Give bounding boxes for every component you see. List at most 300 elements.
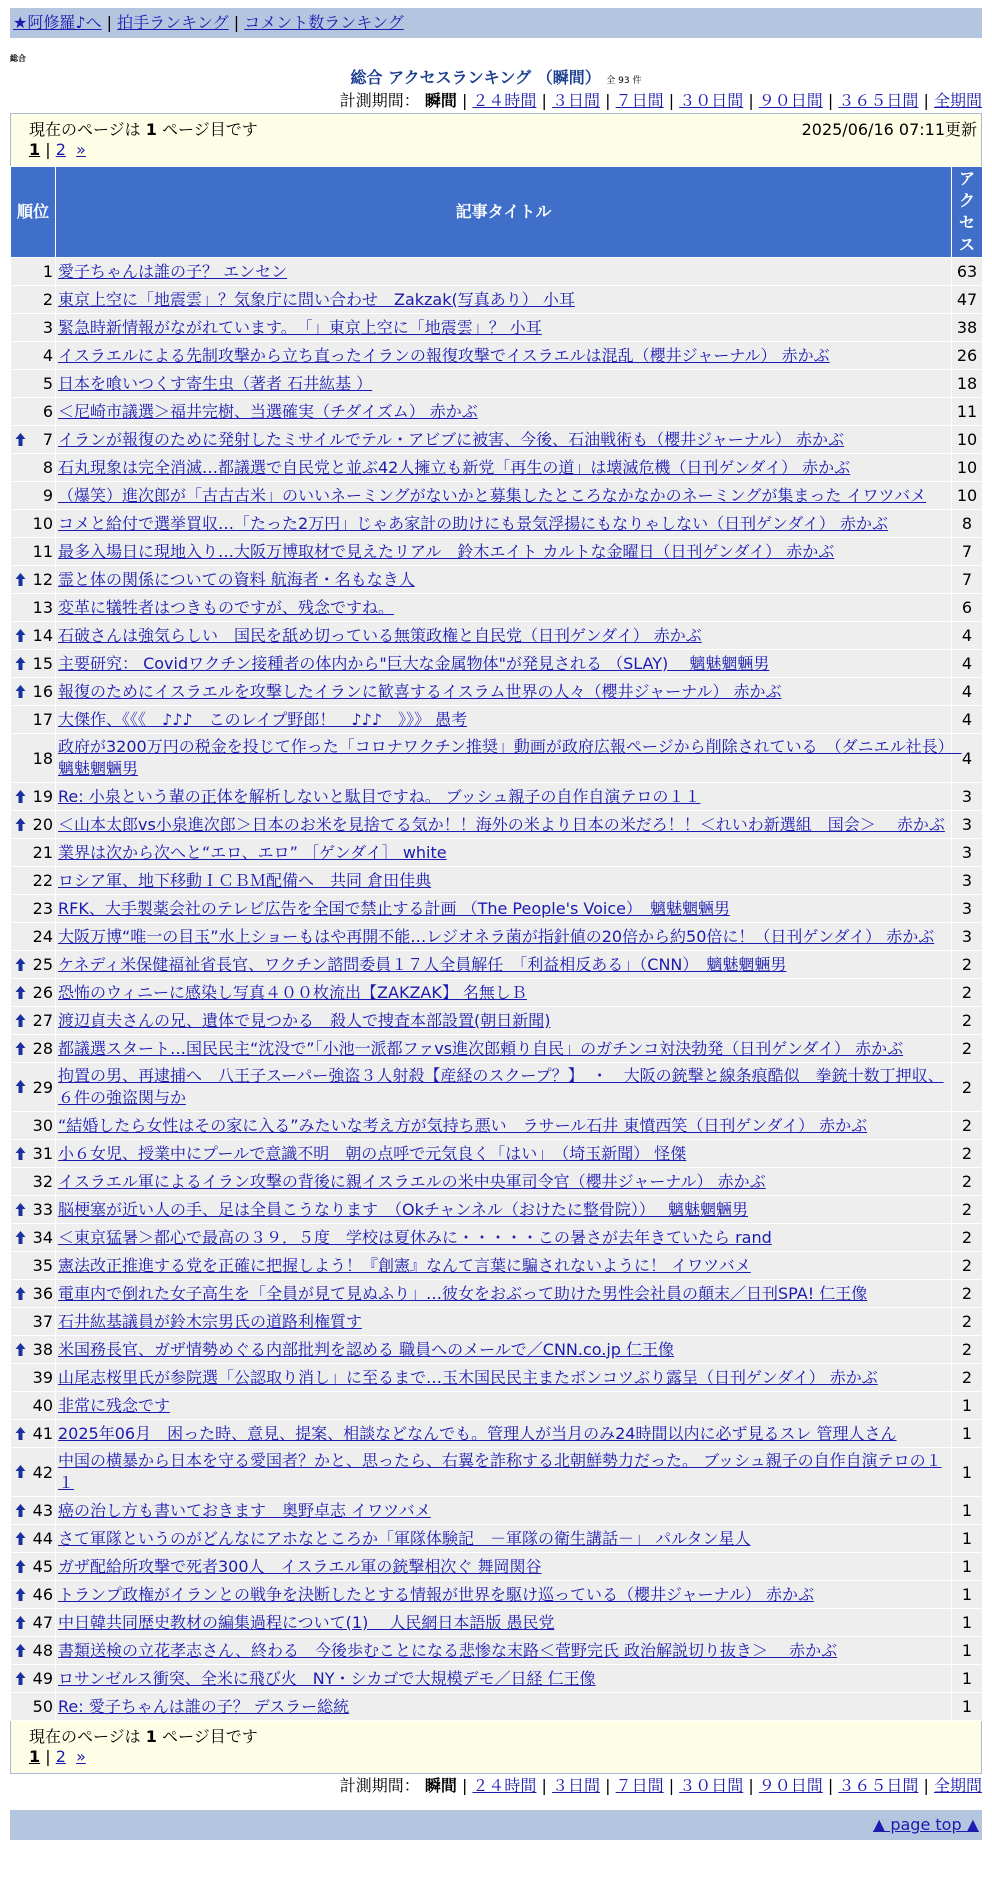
period-link-3[interactable]: ３０日間	[679, 91, 744, 110]
rank-up-arrow-icon	[15, 817, 26, 832]
article-link[interactable]: ＜東京猛暑＞都心で最高の３９．５度 学校は夏休みに・・・・・この暑さが去年きていたら rand	[58, 1227, 772, 1247]
article-link[interactable]: 大阪万博“唯一の目玉”水上ショーもはや再開不能…レジオネラ菌が指針値の20倍から約50倍に！（日刊ゲンダイ） 赤かぶ	[58, 926, 935, 946]
access-count: 38	[952, 314, 983, 342]
access-count: 1	[952, 1665, 983, 1693]
article-link[interactable]: 業界は次から次へと“エロ、エロ” ［ゲンダイ］ white	[58, 842, 447, 862]
access-count: 4	[952, 706, 983, 734]
rank-number: 13	[32, 598, 53, 617]
article-link[interactable]: 渡辺貞夫さんの兄、遺体で見つかる 殺人で捜査本部設置(朝日新聞)	[58, 1010, 551, 1030]
rank-number: 7	[42, 430, 53, 449]
rank-number: 42	[32, 1462, 53, 1482]
page-title	[10, 67, 982, 89]
article-link[interactable]: 主要研究： Covidワクチン接種者の体内から"巨大な金属物体"が発見される （SLAY) 魑魅魍魎男	[58, 653, 770, 673]
title-cell	[56, 1196, 952, 1224]
pager-separator: |	[45, 1747, 51, 1766]
access-count: 1	[952, 1525, 983, 1553]
article-link[interactable]: 石破さんは強気らしい 国民を舐め切っている無策政権と自民党（日刊ゲンダイ） 赤かぶ	[58, 625, 702, 645]
table-row	[11, 1224, 983, 1252]
period-separator: |	[668, 91, 675, 110]
rank-cell	[11, 370, 56, 398]
rank-number: 21	[32, 843, 53, 862]
ranking-title: 総合 アクセスランキング （瞬間）	[350, 68, 601, 87]
table-row	[11, 1308, 983, 1336]
table-row	[11, 951, 983, 979]
access-count: 2	[952, 979, 983, 1007]
table-row	[11, 1693, 983, 1721]
rank-number: 37	[32, 1312, 53, 1331]
rank-number: 12	[32, 570, 53, 589]
rank-up-arrow-icon	[15, 985, 26, 1000]
period-current: 瞬間	[424, 1776, 457, 1795]
title-cell	[56, 1224, 952, 1252]
header-title: 記事タイトル	[56, 167, 952, 258]
current-page-prefix: 現在のページは	[29, 120, 141, 139]
article-link[interactable]: イスラエル軍によるイラン攻撃の背後に親イスラエルの米中央軍司令官（櫻井ジャーナル） 赤かぶ	[58, 1171, 766, 1191]
table-row	[11, 566, 983, 594]
article-link[interactable]: 最多入場日に現地入り…大阪万博取材で見えたリアル 鈴木エイト カルトな金曜日（日刊ゲンダイ） 赤かぶ	[58, 541, 835, 561]
rank-cell	[11, 566, 56, 594]
article-link[interactable]: ロサンゼルス衝突、全米に飛び火 NY・シカゴで大規模デモ／日経 仁王像	[58, 1668, 596, 1688]
period-link-5[interactable]: ３６５日間	[838, 91, 919, 110]
pager-page-1[interactable]: 1	[29, 140, 41, 159]
access-count: 2	[952, 1252, 983, 1280]
period-link-2[interactable]: ７日間	[615, 91, 664, 110]
rank-cell	[11, 1252, 56, 1280]
access-count: 2	[952, 1280, 983, 1308]
rank-up-arrow-icon	[15, 1671, 26, 1686]
rank-up-arrow-icon	[15, 957, 26, 972]
table-row	[11, 895, 983, 923]
access-count: 3	[952, 867, 983, 895]
rank-cell	[11, 622, 56, 650]
access-count: 4	[952, 734, 983, 783]
rank-cell	[11, 1392, 56, 1420]
period-separator: |	[668, 1776, 675, 1795]
rank-cell	[11, 867, 56, 895]
rank-up-arrow-icon	[15, 572, 26, 587]
rank-cell	[11, 1168, 56, 1196]
period-separator: |	[605, 91, 611, 110]
rank-cell	[11, 342, 56, 370]
access-count: 1	[952, 1581, 983, 1609]
period-separator: |	[461, 91, 468, 110]
access-count: 1	[952, 1609, 983, 1637]
access-count: 2	[952, 1035, 983, 1063]
rank-cell	[11, 510, 56, 538]
rank-number: 31	[32, 1144, 53, 1163]
rank-number: 4	[42, 346, 53, 365]
title-cell	[56, 1007, 952, 1035]
access-count: 2	[952, 1063, 983, 1112]
article-link[interactable]: 緊急時新情報がながれています。 「」東京上空に「地震雲」？ 小耳	[58, 317, 542, 337]
rank-number: 41	[32, 1424, 53, 1443]
rank-number: 19	[32, 787, 53, 806]
rank-number: 1	[42, 262, 53, 281]
period-separator: |	[827, 1776, 834, 1795]
current-page-suffix: ページ目です	[162, 1727, 258, 1746]
table-row	[11, 482, 983, 510]
table-row	[11, 867, 983, 895]
title-cell	[56, 1525, 952, 1553]
article-link[interactable]: Re: 小泉という輩の正体を解析しないと駄目ですね。 ブッシュ親子の自作自演テロの１１	[58, 786, 701, 806]
period-separator: |	[605, 1776, 611, 1795]
rank-cell	[11, 1637, 56, 1665]
title-cell	[56, 1252, 952, 1280]
pager-page-1[interactable]: 1	[29, 1747, 41, 1766]
current-page-number: 1	[145, 1727, 157, 1746]
article-link[interactable]: 書類送検の立花孝志さん、終わる 今後歩むことになる悲惨な末路＜菅野完氏 政治解説切り抜き＞ 赤かぶ	[58, 1640, 838, 1660]
rank-cell	[11, 1112, 56, 1140]
access-count: 2	[952, 1224, 983, 1252]
rank-up-arrow-icon	[15, 432, 26, 447]
ranking-rows	[11, 258, 983, 1721]
rank-cell	[11, 783, 56, 811]
pager-page-2[interactable]: 2	[55, 1747, 66, 1766]
period-link-6[interactable]: 全期間	[933, 91, 982, 110]
table-row	[11, 398, 983, 426]
rank-number: 3	[42, 318, 53, 337]
title-cell	[56, 342, 952, 370]
rank-cell	[11, 706, 56, 734]
access-count: 6	[952, 594, 983, 622]
table-row	[11, 286, 983, 314]
article-link[interactable]: イスラエルによる先制攻撃から立ち直ったイランの報復攻撃でイスラエルは混乱（櫻井ジャーナル） 赤かぶ	[58, 345, 830, 365]
period-label: 計測期間：	[339, 91, 420, 110]
article-link[interactable]: 癌の治し方も書いておきます 奥野卓志 イワツバメ	[58, 1500, 431, 1520]
access-count: 2	[952, 1007, 983, 1035]
period-separator: |	[827, 91, 834, 110]
period-link-1[interactable]: ３日間	[552, 91, 601, 110]
category-label: 総合	[10, 54, 26, 63]
rank-up-arrow-icon	[15, 1587, 26, 1602]
rank-number: 39	[32, 1368, 53, 1387]
rank-cell	[11, 979, 56, 1007]
table-row	[11, 1168, 983, 1196]
access-count: 1	[952, 1420, 983, 1448]
title-cell	[56, 1420, 952, 1448]
access-count: 3	[952, 895, 983, 923]
rank-number: 26	[32, 983, 53, 1002]
article-link[interactable]: 米国務長官、ガザ情勢めぐる内部批判を認める 職員へのメールで／CNN.co.jp 仁王像	[58, 1339, 675, 1359]
access-count: 1	[952, 1497, 983, 1525]
title-cell	[56, 1140, 952, 1168]
header-rank: 順位	[11, 167, 56, 258]
table-row	[11, 622, 983, 650]
title-cell	[56, 1665, 952, 1693]
rank-cell	[11, 1420, 56, 1448]
access-count: 1	[952, 1637, 983, 1665]
title-cell	[56, 426, 952, 454]
title-cell	[56, 1168, 952, 1196]
rank-number: 25	[32, 955, 53, 974]
current-page-text	[29, 1724, 258, 1747]
title-cell	[56, 923, 952, 951]
title-cell	[56, 482, 952, 510]
table-row	[11, 370, 983, 398]
title-cell	[56, 1448, 952, 1497]
period-link-0[interactable]: ２４時間	[472, 91, 537, 110]
access-count: 63	[952, 258, 983, 286]
rank-up-arrow-icon	[15, 1643, 26, 1658]
period-link-5[interactable]: ３６５日間	[838, 1776, 919, 1795]
title-cell	[56, 1392, 952, 1420]
rank-cell	[11, 314, 56, 342]
article-link[interactable]: 東京上空に「地震雲」？気象庁に問い合わせ Zakzak(写真あり） 小耳	[58, 289, 575, 309]
article-link[interactable]: 電車内で倒れた女子高生を「全員が見て見ぬふり」…彼女をおぶって助けた男性会社員の顛末／日刊SPA! 仁王像	[58, 1283, 868, 1303]
table-row	[11, 510, 983, 538]
article-link[interactable]: ケネディ米保健福祉省長官、ワクチン諮問委員１７人全員解任 「利益相反ある」（CNN） 魑魅魍魎男	[58, 954, 787, 974]
article-link[interactable]: RFK、大手製薬会社のテレビ広告を全国で禁止する計画 （The People's Voice） 魑魅魍魎男	[58, 898, 730, 918]
rank-up-arrow-icon	[15, 1079, 26, 1094]
access-count: 4	[952, 650, 983, 678]
access-count: 10	[952, 454, 983, 482]
rank-cell	[11, 1525, 56, 1553]
period-link-4[interactable]: ９０日間	[758, 91, 823, 110]
article-link[interactable]: 2025年06月 困った時、意見、提案、相談などなんでも。管理人が当月のみ24時間以内に必ず見るスレ 管理人さん	[58, 1423, 897, 1443]
title-cell	[56, 1112, 952, 1140]
current-page-number: 1	[145, 120, 157, 139]
title-cell	[56, 1609, 952, 1637]
period-separator: |	[923, 91, 929, 110]
access-count: 1	[952, 1448, 983, 1497]
nav-link-applause-ranking[interactable]: 拍手ランキング	[117, 13, 229, 32]
access-count: 3	[952, 839, 983, 867]
rank-up-arrow-icon	[15, 1615, 26, 1630]
rank-up-arrow-icon	[15, 1464, 26, 1479]
table-row	[11, 1112, 983, 1140]
article-link[interactable]: 中国の横暴から日本を守る愛国者？かと、思ったら、右翼を詐称する北朝鮮勢力だった。 ブッシュ親子の自作自演テロの１１	[58, 1451, 942, 1492]
rank-up-arrow-icon	[15, 1426, 26, 1441]
pager-separator: |	[45, 140, 51, 159]
rank-number: 45	[32, 1557, 53, 1576]
article-link[interactable]: さて軍隊というのがどんなにアホなところか「軍隊体験記 －軍隊の衛生講話－」 パルタン星人	[58, 1528, 751, 1548]
access-count: 10	[952, 482, 983, 510]
period-link-0[interactable]: ２４時間	[472, 1776, 537, 1795]
article-link[interactable]: 憲法改正推進する党を正確に把握しよう！『創憲』なんて言葉に騙されないように！ イワツバメ	[58, 1255, 751, 1275]
nav-link-comment-ranking[interactable]: コメント数ランキング	[244, 13, 404, 32]
rank-number: 23	[32, 899, 53, 918]
title-cell	[56, 1637, 952, 1665]
article-link[interactable]: 拘置の男、再逮捕へ 八王子スーパー強盗３人射殺【産経のスクープ？】 ・ 大阪の銃撃と線条痕酷似 拳銃十数丁押収、６件の強盗関与か	[58, 1066, 944, 1107]
rank-cell	[11, 1336, 56, 1364]
rank-cell	[11, 1693, 56, 1721]
rank-cell	[11, 923, 56, 951]
access-count: 3	[952, 811, 983, 839]
current-page-suffix: ページ目です	[162, 120, 258, 139]
rank-number: 30	[32, 1116, 53, 1135]
rank-number: 15	[32, 654, 53, 673]
rank-cell	[11, 1448, 56, 1497]
access-count: 3	[952, 783, 983, 811]
rank-up-arrow-icon	[15, 1286, 26, 1301]
access-count: 7	[952, 566, 983, 594]
rank-number: 17	[32, 710, 53, 729]
rank-cell	[11, 839, 56, 867]
rank-up-arrow-icon	[15, 1503, 26, 1518]
access-count: 2	[952, 1308, 983, 1336]
access-count: 2	[952, 1140, 983, 1168]
access-count: 2	[952, 1168, 983, 1196]
title-cell	[56, 734, 962, 783]
title-cell	[56, 1364, 952, 1392]
article-link[interactable]: 石丸現象は完全消滅…都議選で自民党と並ぶ42人擁立も新党「再生の道」は壊滅危機（日刊ゲンダイ） 赤かぶ	[58, 457, 851, 477]
title-cell	[56, 286, 952, 314]
updated-timestamp: 2025/06/16 07:11更新	[801, 120, 977, 139]
table-row	[11, 678, 983, 706]
page-top-link[interactable]: ▲ page top ▲	[872, 1815, 979, 1834]
period-link-1[interactable]: ３日間	[552, 1776, 601, 1795]
access-count: 3	[952, 923, 983, 951]
article-link[interactable]: 愛子ちゃんは誰の子？ エンセン	[58, 261, 288, 281]
rank-number: 16	[32, 682, 53, 701]
pager	[29, 1747, 86, 1766]
rank-up-arrow-icon	[15, 1013, 26, 1028]
access-count: 1	[952, 1392, 983, 1420]
article-link[interactable]: コメと給付で選挙買収…「たった2万円」じゃあ家計の助けにも景気浮揚にもなりゃしない（日刊ゲンダイ） 赤かぶ	[58, 513, 888, 533]
title-cell	[56, 398, 952, 426]
period-current: 瞬間	[424, 91, 457, 110]
rank-up-arrow-icon	[15, 628, 26, 643]
rank-up-arrow-icon	[15, 1342, 26, 1357]
rank-number: 43	[32, 1501, 53, 1520]
current-page-text	[29, 117, 258, 140]
access-count: 2	[952, 1196, 983, 1224]
article-link[interactable]: Re: 愛子ちゃんは誰の子？ デスラー総統	[58, 1696, 350, 1716]
rank-number: 48	[32, 1641, 53, 1660]
rank-number: 50	[32, 1697, 53, 1716]
article-link[interactable]: イランが報復のために発射したミサイルでテル・アビブに被害、今後、石油戦術も（櫻井ジャーナル） 赤かぶ	[58, 429, 845, 449]
table-row	[11, 1140, 983, 1168]
rank-cell	[11, 678, 56, 706]
access-count: 26	[952, 342, 983, 370]
nav-separator: |	[106, 13, 113, 32]
access-count: 18	[952, 370, 983, 398]
article-link[interactable]: 山尾志桜里氏が参院選「公認取り消し」に至るまで…玉木国民民主またボンコツぶり露呈（日刊ゲンダイ） 赤かぶ	[58, 1367, 878, 1387]
access-count: 8	[952, 510, 983, 538]
period-selector-bottom	[10, 1774, 982, 1798]
article-link[interactable]: 恐怖のウィニーに感染し写真４００枚流出【ZAKZAK】 名無しＢ	[58, 982, 527, 1002]
top-nav	[10, 8, 982, 38]
rank-number: 18	[32, 748, 53, 768]
article-link[interactable]: 脳梗塞が近い人の手、足は全員こうなります （Okチャンネル（おけたに整骨院）） 魑魅魍魎男	[58, 1199, 748, 1219]
pager-next[interactable]: »	[76, 140, 86, 159]
period-label: 計測期間：	[339, 1776, 420, 1795]
table-row	[11, 1581, 983, 1609]
title-cell	[56, 867, 952, 895]
rank-number: 10	[32, 514, 53, 533]
period-link-2[interactable]: ７日間	[615, 1776, 664, 1795]
article-link[interactable]: “結婚したら女性はその家に入る”みたいな考え方が気持ち悪い ラサール石井 東憤西笑（日刊ゲンダイ） 赤かぶ	[58, 1115, 868, 1135]
current-page-prefix: 現在のページは	[29, 1727, 141, 1746]
article-link[interactable]: 中日韓共同歴史教材の編集過程について(1) 人民網日本語版 愚民党	[58, 1612, 555, 1632]
table-row	[11, 979, 983, 1007]
period-separator: |	[541, 1776, 547, 1795]
rank-cell	[11, 1224, 56, 1252]
table-row	[11, 811, 983, 839]
rank-number: 24	[32, 927, 53, 946]
table-row	[11, 1364, 983, 1392]
pager-page-2[interactable]: 2	[55, 140, 66, 159]
rank-cell	[11, 1609, 56, 1637]
rank-cell	[11, 1497, 56, 1525]
article-link[interactable]: 大傑作、《《《 ♪♪♪ このレイプ野郎！ ♪♪♪ 》》》 愚考	[58, 709, 468, 729]
table-row	[11, 1497, 983, 1525]
page-info-bottom	[10, 1721, 982, 1774]
article-link[interactable]: 霊と体の関係についての資料 航海者・名もなき人	[58, 569, 415, 589]
title-cell	[56, 1035, 952, 1063]
rank-cell	[11, 951, 56, 979]
article-link[interactable]: ＜山本太郎vs小泉進次郎＞日本のお米を見捨てる気か！！海外の米より日本の米だろ！！＜れいわ新選組 国会＞ 赤かぶ	[58, 814, 945, 834]
article-link[interactable]: トランプ政権がイランとの戦争を決断したとする情報が世界を駆け巡っている（櫻井ジャーナル） 赤かぶ	[58, 1584, 814, 1604]
table-row	[11, 650, 983, 678]
title-cell	[56, 839, 952, 867]
rank-number: 5	[42, 374, 53, 393]
title-cell	[56, 1063, 952, 1112]
rank-cell	[11, 1665, 56, 1693]
article-link[interactable]: 非常に残念です	[58, 1395, 171, 1415]
article-link[interactable]: ＜尼崎市議選＞福井完樹、当選確実（チダイズム） 赤かぶ	[58, 401, 478, 421]
table-row	[11, 538, 983, 566]
article-link[interactable]: 政府が3200万円の税金を投じて作った「コロナワクチン推奨」動画が政府広報ページから削除されている （ダニエル社長） 魑魅魍魎男	[58, 737, 962, 778]
table-row	[11, 1420, 983, 1448]
title-cell	[56, 258, 952, 286]
period-link-4[interactable]: ９０日間	[758, 1776, 823, 1795]
rank-number: 46	[32, 1585, 53, 1604]
table-row	[11, 783, 983, 811]
rank-cell	[11, 426, 56, 454]
ranking-table	[10, 166, 983, 1721]
article-link[interactable]: 小６女児、授業中にプールで意識不明 朝の点呼で元気良く「はい」 （埼玉新聞） 怪傑	[58, 1143, 687, 1163]
footer-bar	[10, 1810, 982, 1840]
nav-link-asyura[interactable]: ★阿修羅♪へ	[13, 13, 102, 32]
total-count: 全 93 件	[606, 76, 642, 86]
pager-next[interactable]: »	[76, 1747, 86, 1766]
period-link-6[interactable]: 全期間	[933, 1776, 982, 1795]
rank-number: 44	[32, 1529, 53, 1548]
article-link[interactable]: ロシア軍、地下移動ＩＣＢＭ配備へ 共同 倉田佳典	[58, 870, 432, 890]
title-cell	[56, 1497, 952, 1525]
title-cell	[56, 538, 952, 566]
rank-cell	[11, 454, 56, 482]
period-links	[462, 1776, 982, 1795]
page	[10, 8, 982, 1840]
rank-cell	[11, 482, 56, 510]
table-row	[11, 1007, 983, 1035]
article-link[interactable]: 報復のためにイスラエルを攻撃したイランに歓喜するイスラム世界の人々（櫻井ジャーナル） 赤かぶ	[58, 681, 782, 701]
title-cell	[56, 370, 952, 398]
page-info-top	[10, 113, 982, 166]
title-cell	[56, 622, 952, 650]
table-row	[11, 1035, 983, 1063]
article-link[interactable]: （爆笑）進次郎が「古古古米」のいいネーミングがないかと募集したところなかなかのネーミングが集まった イワツバメ	[58, 485, 927, 505]
rank-up-arrow-icon	[15, 656, 26, 671]
rank-up-arrow-icon	[15, 1230, 26, 1245]
rank-cell	[11, 895, 56, 923]
article-link[interactable]: 変革に犠牲者はつきものですが、残念ですね。	[58, 597, 395, 617]
rank-number: 49	[32, 1669, 53, 1688]
rank-cell	[11, 1063, 56, 1112]
nav-separator: |	[233, 13, 240, 32]
rank-number: 11	[32, 542, 53, 561]
period-link-3[interactable]: ３０日間	[679, 1776, 744, 1795]
article-link[interactable]: 都議選スタート…国民民主“沈没で”「小池一派都ファvs進次郎頼り自民」のガチンコ対決勃発（日刊ゲンダイ） 赤かぶ	[58, 1038, 904, 1058]
access-count: 2	[952, 1336, 983, 1364]
article-link[interactable]: 日本を喰いつくす寄生虫（著者 石井紘基 ）	[58, 373, 373, 393]
article-link[interactable]: 石井紘基議員が鈴木宗男氏の道路利権質す	[58, 1311, 363, 1331]
article-link[interactable]: ガザ配給所攻撃で死者300人 イスラエル軍の銃撃相次ぐ 舞岡関谷	[58, 1556, 542, 1576]
access-count: 1	[952, 1693, 983, 1721]
title-cell	[56, 1308, 952, 1336]
